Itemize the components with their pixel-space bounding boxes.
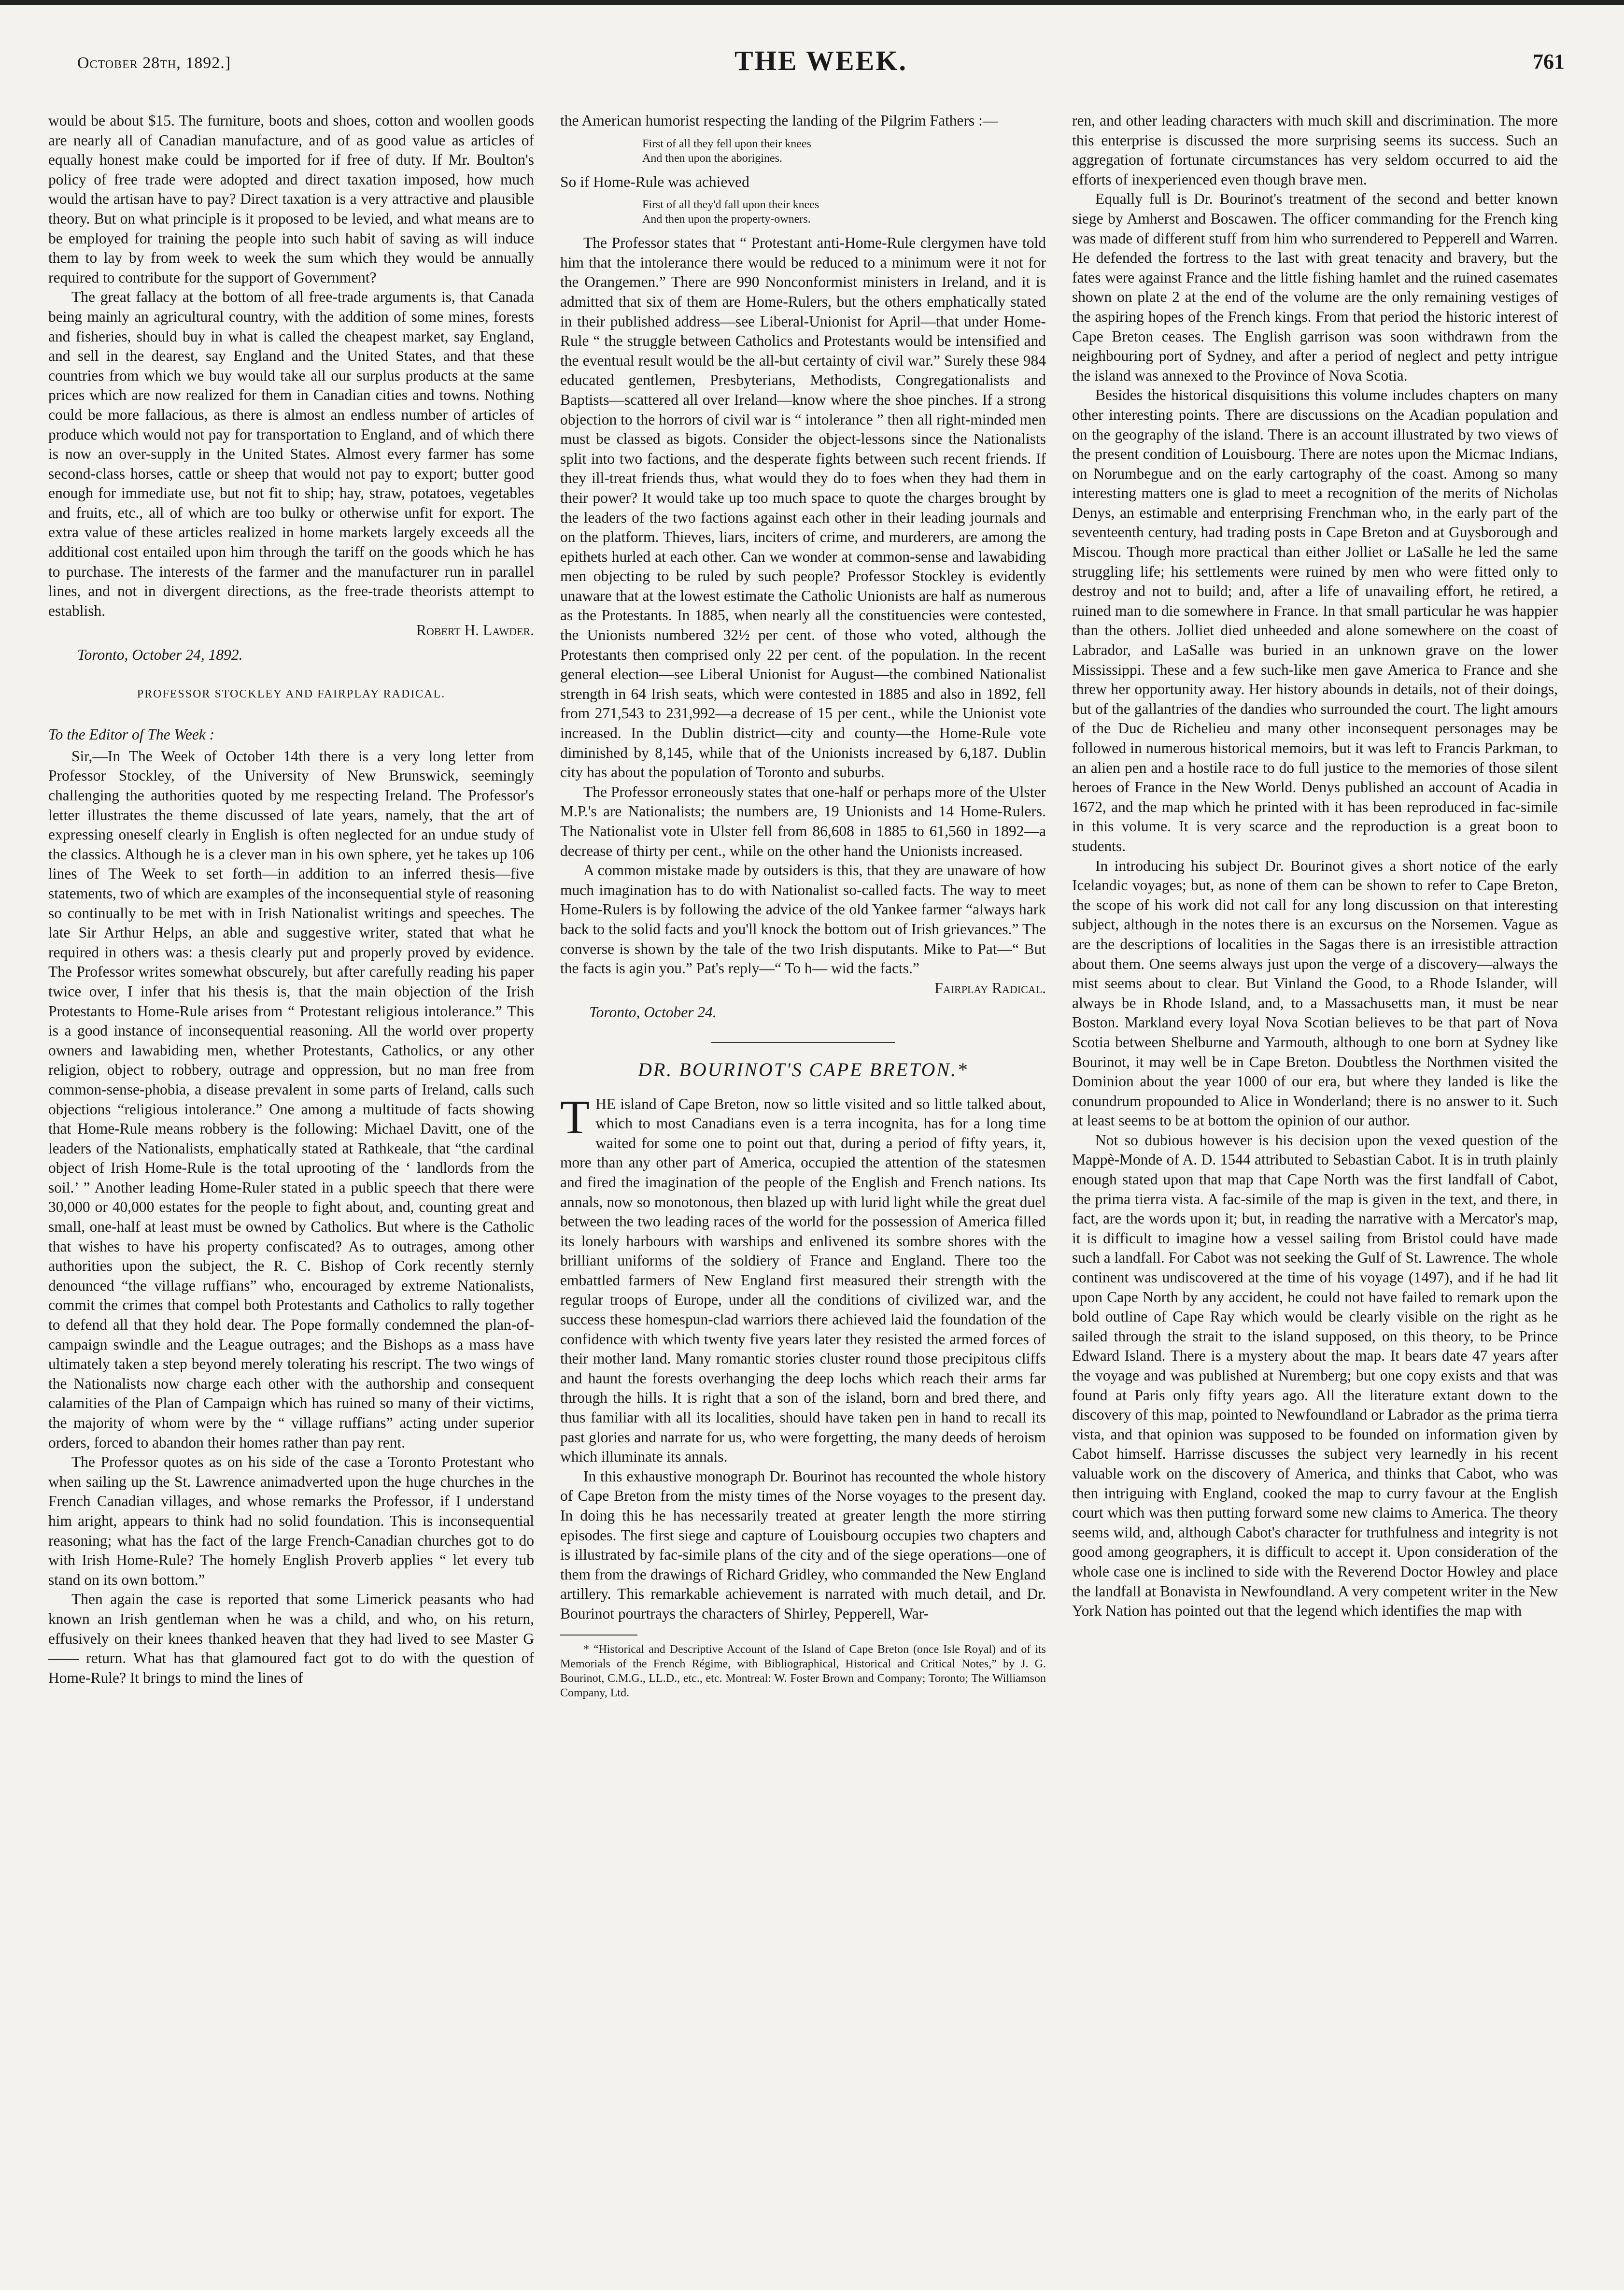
paragraph-text: HE island of Cape Breton, now so little visited and so little talked about, which to most Canadians even is a terra incognita, has for a long time waited for some one to point out that, during a period of fifty years, it, more than any other part of America, occupied the attention of the statesmen and fired the imagination of the people of the English and French nations. Its annals, now so monotonous, then blazed up with lurid light while the great duel between the two leading races of the world for the possession of America filled its lonely harbours with warships and enlivened its sombre shores with the brilliant uniforms of the soldiery of France and England. There too the embattled farmers of New England first measured their strength with the regular troops of Europe, under all the conditions of civilized war, and the success these homespun-clad warriors there achieved laid the foundation of the confidence with which twenty five years later they resisted the armed forces of their mother land. Many romantic stories cluster round those precipitous cliffs and haunt the forests overhanging the deep lochs which reach their arms far through the hills. It is right that a son of the island, born and bred there, and thus familiar with all its localities, should have taken pen in hand to recall its past glories and narrate for us, who were forgetting, the many deeds of heroism which illuminate its annals.: [560, 1095, 1046, 1465]
paragraph: Besides the historical disquisitions this volume includes chapters on many other interesting points. There are discussions on the Acadian population and on the geography of the island. There is an account illustrated by two views of the present condition of Louisbourg. There are notes upon the Micmac Indians, on Norumbegue and on the early cartography of the coast. Among so many interesting matters one is glad to meet a recognition of the merits of Nicholas Denys, an estimable and enterprising Frenchman who, in the early part of the seventeenth century, had trading posts in Cape Breton and at Guysborough and Miscou. Though more practical than either Jolliet or LaSalle he led the same struggling life; his settlements were ruined by men who were fitted only to destroy and not to build; and, after a life of unavailing effort, he retired, a ruined man to die somewhere in France. In that small particular he was happier than the others. Jolliet died unheeded and alone somewhere on the coast of Labrador, and LaSalle was buried in an unknown grave on the lower Mississippi. These and a few such-like men gave America to France and she threw her opportunity away. Her history abounds in details, not of their doings, but of the gallantries of the dandies who surrounded the court. The light amours of the Duc de Richelieu and many other inconsequent personages may be followed in numerous historical memoirs, but it was left to Francis Parkman, to an alien pen and a hostile race to do full justice to the memories of those silent heroes of France in the New World. Denys published an account of Acadia in 1672, and the map which he printed with it has been reproduced in fac-simile in this volume. It is very scarce and the reproduction is a great boon to students.: [1072, 386, 1558, 854]
drop-cap: T: [560, 1090, 590, 1144]
footnote: * “Historical and Descriptive Account of the Island of Cape Breton (once Isle Royal) and of its Memorials of the French Régime, with Bibliographical, Historical and Critical Notes,” by J. G. Bourinot, C.M.G., LL.D., etc., etc. Montreal: W. Foster Brown and Company; Toronto; The Williamson Company, Ltd.: [560, 1643, 1046, 1699]
dateline: Toronto, October 24, 1892.: [77, 646, 243, 664]
issue-date: October 28th, 1892.]: [77, 54, 231, 72]
dateline: Toronto, October 24.: [589, 1004, 717, 1021]
section-heading: PROFESSOR STOCKLEY AND FAIRPLAY RADICAL.: [137, 687, 446, 700]
column-left: [48, 111, 534, 2246]
paragraph: In introducing his subject Dr. Bourinot gives a short notice of the early Icelandic voyages; but, as none of them can be shown to refer to Cape Breton, the scope of his work did not call for any long discussion on that interesting subject, although in the notes there is an excursus on the Norsemen. Vague as are the descriptions of localities in the Sagas there is an irresistible attraction about them. One seems always just upon the verge of a discovery—always the mist seems about to clear. But Vinland the Good, to a Rhode Islander, will always be in Rhode Island, and, to a Massachusetts man, it must be near Boston. Markland every loyal Nova Scotian believes to be that part of Nova Scotia between Shelburne and Yarmouth, although to one born at Sydney like Bourinot, it may well be in Cape Breton. Doubtless the Northmen visited the Dominion about the year 1000 of our era, but where they landed is like the conundrum propounded to Alice in Wonderland; there is no answer to it. Such at least seems to be at bottom the opinion of our author.: [1072, 857, 1558, 1129]
paragraph: A common mistake made by outsiders is this, that they are unaware of how much imagination has to do with Nationalist so-called facts. The way to meet Home-Rulers is by following the advice of the old Yankee farmer “always hark back to the solid facts and you'll knock the bottom out of Irish grievances.” The converse is shown by the tale of the two Irish disputants. Mike to Pat—“ But the facts is agin you.” Pat's reply—“ To h— wid the facts.”: [560, 862, 1046, 977]
signature: Fairplay Radical.: [934, 979, 1046, 996]
signature: Robert H. Lawder.: [416, 622, 534, 639]
paragraph: Then again the case is reported that some Limerick peasants who had known an Irish gentleman when he was a child, and who, on his return, effusively on their knees thanked heaven that they had lived to see Master G—— return. What has that glamoured fact got to do with the question of Home-Rule? It brings to mind the lines of: [48, 1591, 534, 1686]
paragraph: Not so dubious however is his decision upon the vexed question of the Mappè-Monde of A. D. 1544 attributed to Sebastian Cabot. It is in truth plainly enough stated upon that map that Cape North was the first landfall of Cabot, the prima tierra vista. A fac-simile of the map is given in the text, and there, in fact, are the words upon it; but, in reading the narrative with a Mercator's map, it is difficult to imagine how a vessel sailing from Bristol could have made such a landfall. For Cabot was not seeking the Gulf of St. Lawrence. The whole continent was undiscovered at the time of his voyage (1497), and if he had lit upon Cape North by any accident, he could not have failed to remark upon the bold outline of Cape Ray which would be clearly visible on the right as he sailed through the strait to the island supposed, on this theory, to be Prince Edward Island. There is a mystery about the map. It bears date 47 years after the voyage and was published at Nuremberg; but one copy exists and that was found at Paris only fifty years ago. All the literature extant down to the discovery of this map, pointed to Newfoundland or Labrador as the prima tierra vista, and that opinion was supposed to be founded on information given by Cabot himself. Harrisse discusses the subject very learnedly in his recent valuable work on the discovery of America, and thinks that Cabot, who was then intriguing with England, cooked the map to curry favour at the English court which was then putting forward some new claims to America. The theory seems wild, and, although Cabot's character for truthfulness and integrity is not good among geographers, it is difficult to accept it. Upon consideration of the whole case one is inclined to side with the Reverend Doctor Howley and place the landfall at Bonavista in Newfoundland. A very competent writer in the New York Nation has pointed out that the legend which identifies the map with: [1072, 1131, 1558, 1620]
paragraph: Sir,—In The Week of October 14th there is a very long letter from Professor Stockley, of the University of New Brunswick, seemingly challenging the authorities quoted by me respecting Ireland. The Professor's letter illustrates the theme discussed of late years, namely, that the art of expressing oneself clearly in English is often neglected for an undue study of the classics. Although he is a clever man in his own sphere, yet he takes up 106 lines of The Week to set forth—in addition to an inferred thesis—five statements, two of which are examples of the inconsequential style of reasoning so continually to be met with in Irish Nationalist writings and speeches. The late Sir Arthur Helps, an able and suggestive writer, stated that what he required in others was: a thesis clearly put and properly proved by evidence. The Professor writes somewhat obscurely, but after carefully reading his paper twice over, I infer that his thesis is, that the main objection of the Irish Protestants to Home-Rule arises from “ Protestant religious intolerance.” This is a good instance of inconsequential reasoning. All the world over property owners and lawabiding men, whether Protestants, Catholics, or any other religion, object to robbery, outrage and oppression, but no man free from common-sense-phobia, a disease prevalent in some parts of Ireland, calls such objections “religious intolerance.” One among a multitude of facts showing that Home-Rule means robbery is the following: Michael Davitt, one of the leaders of the Nationalists, emphatically stated at Rathkeale, that “the cardinal object of Irish Home-Rule is the total uprooting of the ‘ landlords from the soil.’ ” Another leading Home-Ruler stated in a public speech that there were 30,000 or 40,000 estates for the people to fight about, and, counting great and small, one-half at least must be owned by Catholics. But where is the Catholic that wishes to have his property confiscated? As to outrages, among other authorities upon the subject, the R. C. Bishop of Cork recently sternly denounced “the village ruffians” who, encouraged by extreme Nationalists, commit the crimes that compel both Protestants and Catholics to rally together to defend all that they hold dear. The Pope formally condemned the plan-of-campaign swindle and the League outrages; and the Bishops as a mass have ultimately taken a step beyond merely tolerating his rescript. The two wings of the Nationalists now charge each other with the authorship and consequent calamities of the Plan of Campaign which has ruined so many of their victims, the majority of whom were by the “ village ruffians” acting under superior orders, forced to abandon their homes rather than pay rent.: [48, 747, 534, 1451]
verse-line: And then upon the property-owners.: [642, 213, 811, 226]
verse-quote: [560, 198, 1046, 227]
paragraph: the American humorist respecting the landing of the Pilgrim Fathers :—: [560, 112, 998, 129]
paragraph: Equally full is Dr. Bourinot's treatment of the second and better known siege by Amherst and Boscawen. The officer commanding for the French king was made of different stuff from him who surrendered to Pepperell and Warren. He defended the fortress to the last with great tenacity and bravery, but the fates were against France and the little fishing hamlet and the ruined casemates shown on plate 2 at the end of the volume are the only remaining vestiges of the aspiring hopes of the French kings. From that period the historic interest of Cape Breton ceases. The English garrison was soon withdrawn from the neighbouring port of Sydney, and after a period of neglect and petty intrigue the island was annexed to the Province of Nova Scotia.: [1072, 190, 1558, 384]
paragraph: So if Home-Rule was achieved: [560, 173, 749, 190]
paragraph: The Professor erroneously states that one-half or perhaps more of the Ulster M.P.'s are Nationalists; the numbers are, 19 Unionists and 14 Home-Rulers. The Nationalist vote in Ulster fell from 86,608 in 1885 to 61,560 in 1892—a decrease of thirty per cent., while on the other hand the Unionists increased.: [560, 783, 1046, 859]
page-number: 761: [1533, 50, 1565, 73]
masthead-title: THE WEEK.: [734, 45, 907, 76]
column-right: [1072, 111, 1558, 2246]
paragraph: In this exhaustive monograph Dr. Bourinot has recounted the whole history of Cape Breton from the misty times of the Norse voyages to the present day. In doing this he has necessarily treated at greater length the more stirring episodes. The first siege and capture of Louisbourg occupies two chapters and is illustrated by fac-simile plans of the city and of the siege operations—one of them from the drawings of Richard Gridley, who commanded the New England artillery. This remarkable achievement is narrated with much detail, and Dr. Bourinot pourtrays the characters of Shirley, Pepperell, War-: [560, 1467, 1046, 1622]
top-border: [0, 0, 1624, 5]
paragraph: ren, and other leading characters with much skill and discrimination. The more this enterprise is discussed the more surprising seems its success. Such an aggregation of fortunate circumstances has very seldom occurred to aid the efforts of inexperienced even though brave men.: [1072, 112, 1558, 188]
article-title: DR. BOURINOT'S CAPE BRETON.*: [637, 1058, 969, 1081]
verse-line: First of all they'd fall upon their knees: [642, 199, 819, 212]
footnote-divider: [560, 1635, 637, 1636]
salutation: To the Editor of The Week :: [48, 726, 215, 743]
verse-quote: [560, 137, 1046, 166]
paragraph: [560, 1090, 1046, 1467]
verse-line: First of all they fell upon their knees: [642, 137, 811, 150]
page-header: [72, 43, 1569, 82]
paragraph: The Professor states that “ Protestant anti-Home-Rule clergymen have told him that the intolerance there would be reduced to a minimum were it not for the Orangemen.” There are 990 Nonconformist ministers in Ireland, and it is admitted that six of them are Home-Rulers, but the others emphatically stated in their published address—see Liberal-Unionist for April—that under Home-Rule “ the struggle between Catholics and Protestants would be intensified and the eventual result would be the all-but certainty of civil war.” Surely these 984 educated gentlemen, Presbyterians, Methodists, Congregationalists and Baptists—scattered all over Ireland—know where the shoe pinches. If a strong objection to the horrors of civil war is “ intolerance ” then all right-minded men must be classed as bigots. Consider the object-lessons since the Nationalists split into two factions, and the desperate fights between such recent friends. If they ill-treat friends thus, what would they do to foes when they had them in their power? It would take up too much space to quote the charges brought by the leaders of the two factions against each other in their leading journals and on the platform. Thieves, liars, inciters of crime, and murderers, are among the epithets hurled at each other. Can we wonder at common-sense and lawabiding men objecting to be ruled by such people? Professor Stockley is evidently unaware that at the lowest estimate the Catholic Unionists are half as numerous as the Protestants. In 1885, when nearly all the constituencies were contested, the Unionists numbered 32½ per cent. of those who voted, although the Protestants then comprised only 22 per cent. of the population. In the recent general election—see Liberal Unionist for August—the combined Nationalist strength in 64 Irish seats, which were contested in 1885 and also in 1892, fell from 271,543 to 231,992—a decrease of 15 per cent., while the Unionist vote increased. In the Dublin district—city and county—the Home-Rule vote diminished by 8,145, while that of the Unionists increased by 6,187. Dublin city has about the population of Toronto and suburbs.: [560, 234, 1046, 781]
paragraph: would be about $15. The furniture, boots and shoes, cotton and woollen goods are nearly all of Canadian manufacture, and of as good value as articles of equally honest make could be imported for if free of duty. If Mr. Boulton's policy of free trade were adopted and direct taxation imposed, how much would the artisan have to pay? Direct taxation is a very attractive and plausible theory. But on what principle is it proposed to be levied, and what means are to be employed for training the people into such habit of saving as will induce them to lay by from week to week the sum which they would be annually required to contribute for the support of Government?: [48, 112, 534, 286]
paragraph: The Professor quotes as on his side of the case a Toronto Protestant who when sailing up the St. Lawrence animadverted upon the huge churches in the French Canadian villages, and whose remarks the Professor, if I understand him aright, appears to think had no solid foundation. This is inconsequential reasoning; what has the fact of the large French-Canadian churches got to do with Irish Home-Rule? The homely English Proverb applies “ let every tub stand on its own bottom.”: [48, 1453, 534, 1588]
verse-line: And then upon the aborigines.: [642, 152, 782, 165]
column-middle: [560, 111, 1046, 2246]
paragraph: The great fallacy at the bottom of all free-trade arguments is, that Canada being mainly an agricultural country, with the addition of some mines, forests and fisheries, should buy in what is called the cheapest market, say England, and sell in the dearest, say England and the United States, and that these countries from which we buy would take all our surplus products at the same prices which are now realized for them in Canadian cities and towns. Nothing could be more fallacious, as there is almost an endless number of articles of produce which would not pay for transportation to England, and of which there is now an over-supply in the United States. Almost every farmer has some second-class horses, cattle or sheep that would not pay to export; butter good enough for immediate use, but not fit to ship; hay, straw, potatoes, vegetables and fruits, etc., all of which are too bulky or otherwise unfit for export. The extra value of these articles realized in home markets largely exceeds all the additional cost entailed upon him through the tariff on the goods which he has to purchase. The interests of the farmer and the manufacturer run in parallel lines, and not in divergent directions, as the free-trade theorists attempt to establish.: [48, 288, 534, 619]
divider: [711, 1042, 895, 1043]
